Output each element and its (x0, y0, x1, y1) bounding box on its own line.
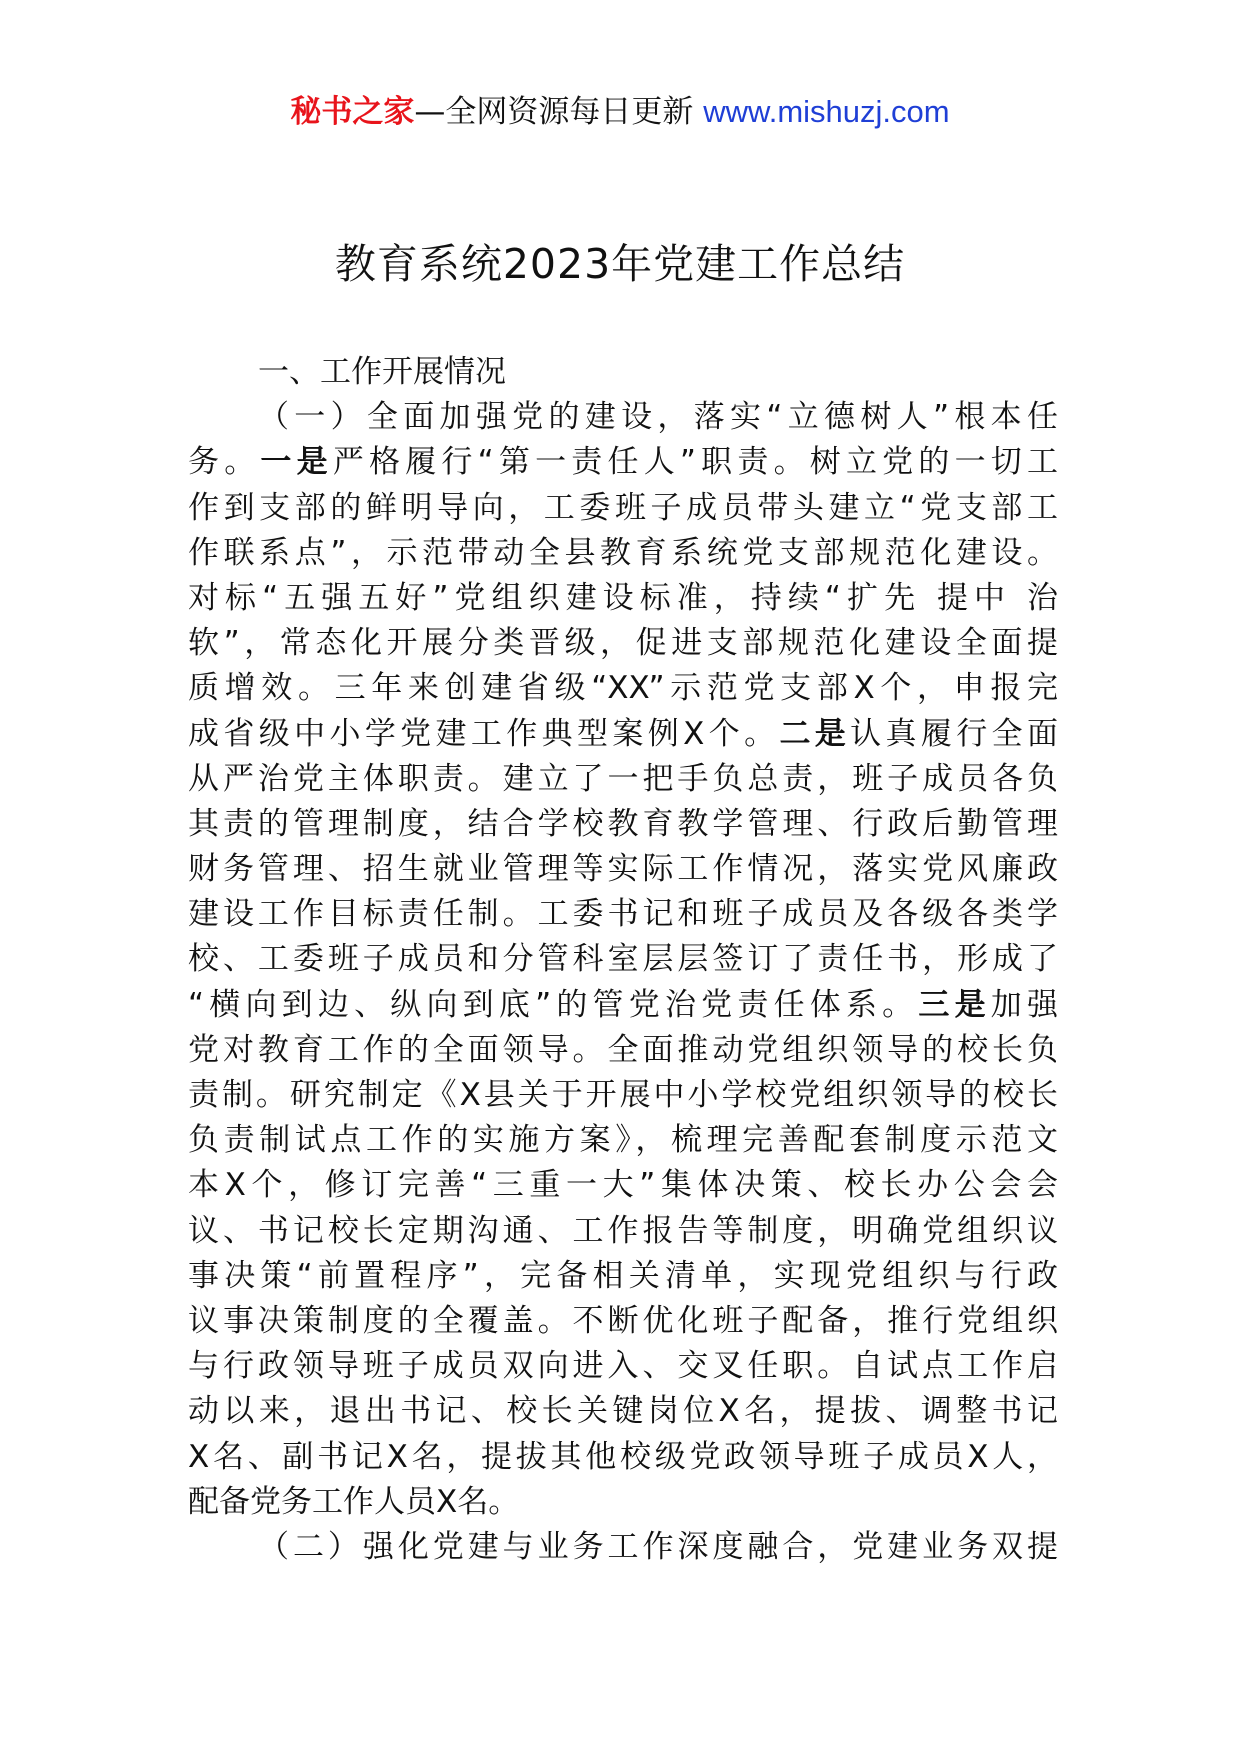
site-url-link[interactable]: www.mishuzj.com (703, 94, 950, 129)
paragraph-line: 建设工作目标责任制。工委书记和班子成员及各级各类学 (188, 896, 1058, 933)
paragraph-line: 配备党务工作人员X名。 (188, 1483, 520, 1520)
emphasis-label: 三是 (918, 986, 991, 1023)
paragraph-line: 软”，常态化开展分类晋级，促进支部规范化建设全面提 (188, 625, 1058, 662)
paragraph-line: 议事决策制度的全覆盖。不断优化班子配备，推行党组织 (188, 1302, 1058, 1339)
paragraph-line: X名、副书记X名，提拔其他校级党政领导班子成员X人， (188, 1438, 1058, 1475)
site-banner (0, 92, 1240, 132)
paragraph-line: 作联系点”，示范带动全县教育系统党支部规范化建设。 (188, 534, 1058, 571)
paragraph-line: “横向到边、纵向到底”的管党治党责任体系。三是加强 (188, 986, 1058, 1023)
document-title: 教育系统2023年党建工作总结 (334, 240, 906, 288)
emphasis-label: 一是 (260, 444, 333, 481)
paragraph-line: 对标“五强五好”党组织建设标准，持续“扩先 提中 治 (188, 579, 1058, 616)
paragraph-line: 校、工委班子成员和分管科室层层签订了责任书，形成了 (188, 941, 1058, 978)
paragraph-line: 事决策“前置程序”，完备相关清单，实现党组织与行政 (188, 1257, 1058, 1294)
paragraph-line: 从严治党主体职责。建立了一把手负总责，班子成员各负 (188, 760, 1058, 797)
site-brand: 秘书之家 (290, 94, 415, 130)
emphasis-label: 二是 (779, 715, 851, 752)
section-heading: 一、工作开展情况 (258, 354, 506, 390)
document-body (188, 350, 1058, 1570)
paragraph-line: 质增效。三年来创建省级“XX”示范党支部X个，申报完 (188, 670, 1058, 707)
paragraph-line: 与行政领导班子成员双向进入、交叉任职。自试点工作启 (188, 1348, 1058, 1385)
paragraph-line: 负责制试点工作的实施方案》，梳理完善配套制度示范文 (188, 1122, 1058, 1159)
subsection-heading: （二）强化党建与业务工作深度融合，党建业务双提 (258, 1528, 1058, 1565)
paragraph-line: 动以来，退出书记、校长关键岗位X名，提拔、调整书记 (188, 1393, 1058, 1430)
paragraph-line: 作到支部的鲜明导向，工委班子成员带头建立“党支部工 (188, 489, 1058, 526)
paragraph-line: 本X个，修订完善“三重一大”集体决策、校长办公会会 (188, 1167, 1058, 1204)
paragraph-line: 成省级中小学党建工作典型案例X个。二是认真履行全面 (188, 715, 1058, 752)
paragraph-line: 议、书记校长定期沟通、工作报告等制度，明确党组织议 (188, 1212, 1058, 1249)
paragraph-line: 其责的管理制度，结合学校教育教学管理、行政后勤管理 (188, 805, 1058, 842)
site-tagline: —全网资源每日更新 (414, 94, 704, 130)
paragraph-line: 务。一是严格履行“第一责任人”职责。树立党的一切工 (188, 444, 1058, 481)
paragraph-line: 党对教育工作的全面领导。全面推动党组织领导的校长负 (188, 1031, 1058, 1068)
subsection-heading: （一）全面加强党的建设，落实“立德树人”根本任 (258, 399, 1058, 436)
paragraph-line: 财务管理、招生就业管理等实际工作情况，落实党风廉政 (188, 851, 1058, 888)
paragraph-line: 责制。研究制定《X县关于开展中小学校党组织领导的校长 (188, 1077, 1058, 1113)
